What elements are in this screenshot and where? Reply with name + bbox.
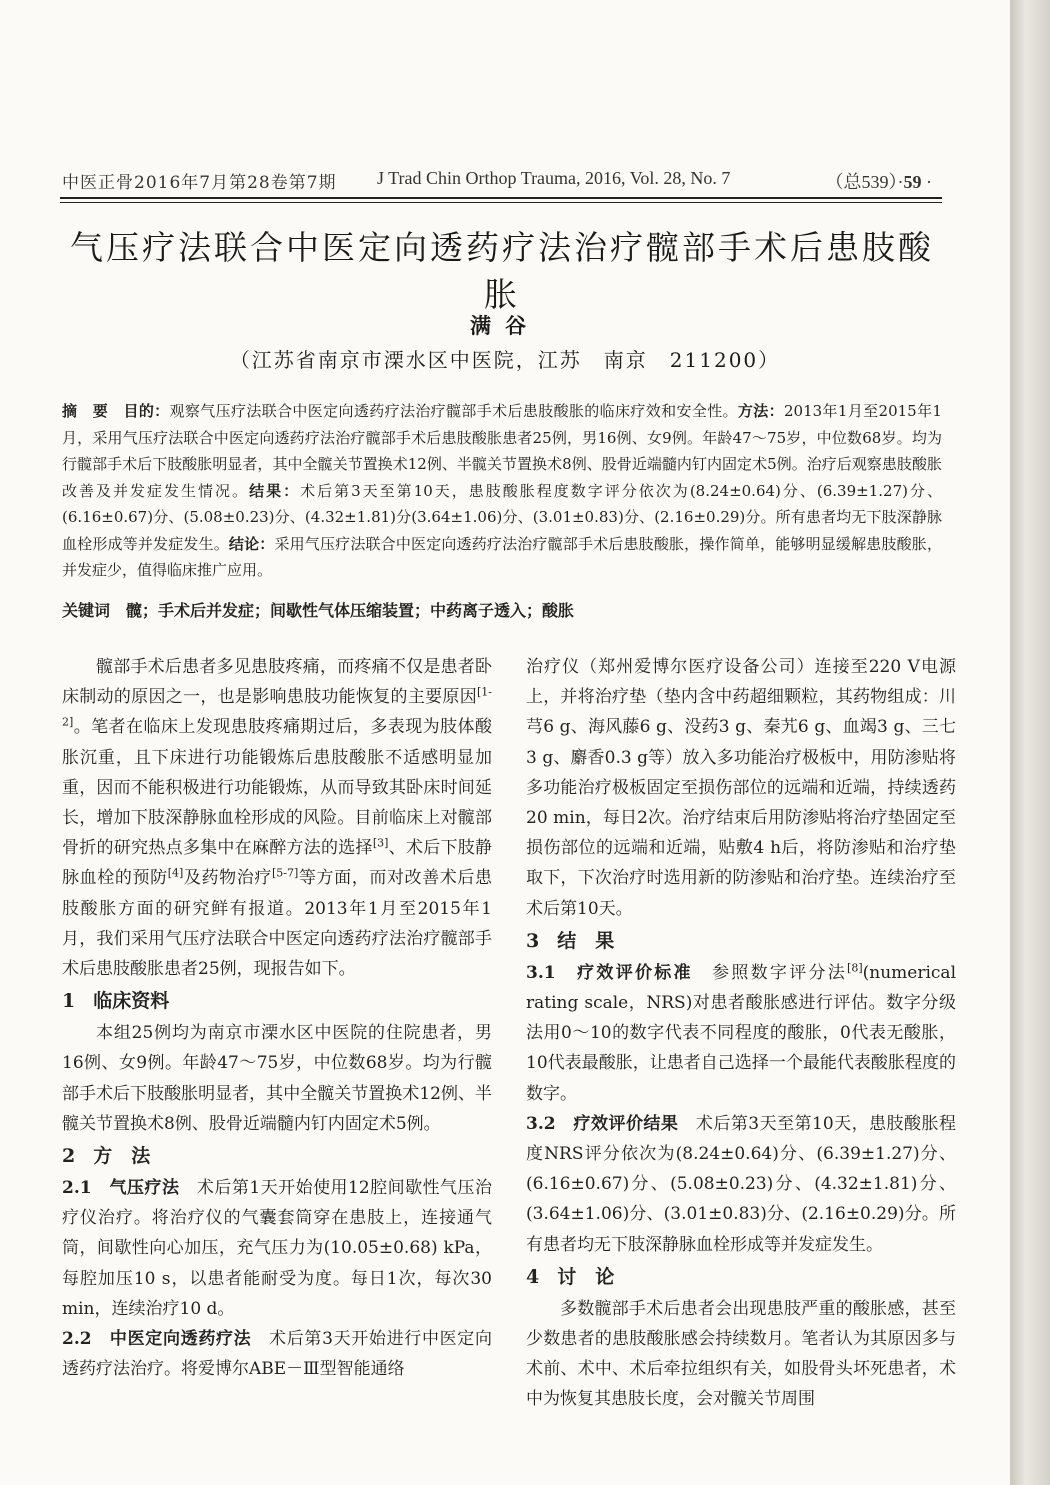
affiliation: （江苏省南京市溧水区中医院，江苏 南京 211200） — [229, 348, 781, 372]
article-title: 气压疗法联合中医定向透药疗法治疗髋部手术后患肢酸胀 — [70, 228, 934, 314]
author: 满谷 — [470, 313, 540, 338]
subsection-text: 术后第1天开始使用12腔间歇性气压治疗仪治疗。将治疗仪的气囊套筒穿在患肢上，连接通气筒，间歇性向心加压，充气压力为(10.05±0.68) kPa，每腔加压10 s，以患者能耐受为度。每日1次，每次30 min，连续治疗10 d。 — [62, 1178, 492, 1319]
header-rule — [60, 197, 942, 199]
section-title: 方 法 — [93, 1145, 151, 1168]
objective-label: 目的： — [123, 402, 170, 420]
subsection-text-2: (numerical rating scale，NRS)对患者酸胀感进行评估。数字分级法用0～10的数字代表不同程度的酸胀，0代表无酸胀，10代表最酸胀，让患者自己选择一个最能代表酸胀程度的数字。 — [526, 962, 957, 1104]
citation-4: [4] — [167, 866, 184, 880]
section-heading-3 — [526, 924, 956, 958]
running-header — [62, 168, 942, 198]
page-number — [826, 168, 933, 194]
subsection-text: 术后第3天开始进行中医定向透药疗法治疗。将爱博尔ABE－Ⅲ型智能通络 — [62, 1329, 492, 1380]
subsection-label: 3.2 疗效评价结果 — [526, 1113, 679, 1134]
keywords-text: 髋；手术后并发症；间歇性气体压缩装置；中药离子透入；酸胀 — [126, 601, 575, 620]
section-4-text: 多数髋部手术后患者会出现患肢严重的酸胀感，甚至少数患者的患肢酸胀感会持续数月。笔者认为其原因多与术前、术中、术后牵拉组织有关，如股骨头坏死患者，术中为恢复其患肢长度，会对髋关节周围 — [526, 1298, 956, 1410]
section-2-2 — [62, 1324, 492, 1384]
intro-text-2: 。笔者在临床上发现患肢疼痛期过后，多表现为肢体酸胀沉重，且下床进行功能锻炼后患肢酸胀不适感明显加重，因而不能积极进行功能锻炼，从而导致其卧床时间延长，增加下肢深静脉血栓形成的风险。目前临床上对髋部骨折的研究热点多集中在麻醉方法的选择 — [62, 717, 492, 859]
section-2-1 — [62, 1173, 492, 1324]
intro-text-3: 、术后下肢静脉血栓的预防 — [62, 838, 493, 889]
journal-name-en: J Trad Chin Orthop Trauma, 2016, Vol. 28, No. 7 — [377, 168, 731, 188]
citation-8: [8] — [847, 961, 863, 975]
section-number: 3 — [526, 929, 540, 952]
section-heading-4 — [526, 1260, 956, 1294]
section-2-2-continued: 治疗仪（郑州爱博尔医疗设备公司）连接至220 V电源上，并将治疗垫（垫内含中药超细颗粒，其药物组成：川芎6 g、海风藤6 g、没药3 g、秦艽6 g、血竭3 g、三七3 g、麝香0.3 g等）放入多功能治疗极板中，用防渗贴将多功能治疗极板固定至损伤部位的远端和近端，持续透药20 min，每日2次。治疗结束后用防渗贴将治疗垫固定至损伤部位的远端和近端，贴敷4 h后，将防渗贴和治疗垫取下，下次治疗时选用新的防渗贴和治疗垫。连续治疗至术后第10天。 — [526, 657, 956, 919]
intro-paragraph — [62, 652, 492, 984]
abstract — [62, 398, 942, 584]
section-title: 临床资料 — [93, 990, 170, 1013]
section-1-text: 本组25例均为南京市溧水区中医院的住院患者，男16例、女9例。年龄47～75岁，中位数68岁。均为行髋部手术后下肢酸胀明显者，其中全髋关节置换术12例、半髋关节置换术8例、股骨近端髓内钉内固定术5例。 — [62, 1023, 492, 1134]
section-title: 结 果 — [557, 929, 615, 952]
section-number: 4 — [526, 1265, 540, 1288]
section-3-2 — [526, 1109, 956, 1260]
intro-text-5: 等方面，而对改善术后患肢酸胀方面的研究鲜有报道。2013年1月至2015年1月，我们采用气压疗法联合中医定向透药疗法治疗髋部手术后患肢酸胀患者25例，现报告如下。 — [62, 868, 493, 980]
left-column — [62, 652, 492, 1384]
conclusion-text: 采用气压疗法联合中医定向透药疗法治疗髋部手术后患肢酸胀，操作简单，能够明显缓解患肢酸胀，并发症少，值得临床推广应用。 — [62, 534, 942, 579]
page-number-value: 59 — [903, 172, 922, 192]
abstract-label: 摘 要 — [62, 402, 124, 420]
keywords-label: 关键词 — [62, 601, 127, 620]
intro-text-4: 及药物治疗 — [183, 868, 272, 889]
result-text: 术后第3天至第10天，患肢酸胀程度数字评分依次为(8.24±0.64)分、(6.39±1.27)分、(6.16±0.67)分、(5.08±0.23)分、(4.32±1.81)分(3.64±1.06)分、(3.01±0.83)分、(2.16±0.29)分。所有患者均无下肢深静脉血栓形成等并发症发生。 — [62, 481, 942, 553]
header-rule-thin — [60, 202, 942, 203]
result-label: 结果： — [249, 481, 301, 500]
page-suffix: · — [921, 172, 932, 192]
section-heading-2 — [62, 1139, 492, 1173]
citation-1: [1-2] — [62, 685, 492, 729]
subsection-label: 2.1 气压疗法 — [62, 1178, 180, 1199]
section-number: 1 — [62, 990, 76, 1013]
method-label: 方法： — [737, 402, 785, 420]
citation-5-7: [5-7] — [271, 866, 299, 880]
objective-text: 观察气压疗法联合中医定向透药疗法治疗髋部手术后患肢酸胀的临床疗效和安全性。 — [169, 402, 738, 420]
total-page: （总539）· — [825, 172, 904, 192]
subsection-label: 3.1 疗效评价标准 — [526, 962, 693, 983]
intro-text-1: 髋部手术后患者多见患肢疼痛，而疼痛不仅是患者卧床制动的原因之一，也是影响患肢功能恢复的主要原因 — [62, 657, 492, 708]
subsection-label: 2.2 中医定向透药疗法 — [62, 1329, 252, 1350]
section-number: 2 — [62, 1145, 76, 1168]
section-heading-1 — [62, 984, 492, 1018]
method-text: 2013年1月至2015年1月，采用气压疗法联合中医定向透药疗法治疗髋部手术后患肢酸胀患者25例，男16例、女9例。年龄47～75岁，中位数68岁。均为行髋部手术后下肢酸胀明显者，其中全髋关节置换术12例、半髋关节置换术8例、股骨近端髓内钉内固定术5例。治疗后观察患肢酸胀改善及并发症发生情况。 — [62, 402, 942, 500]
section-3-1 — [526, 958, 956, 1109]
subsection-text: 术后第3天至第10天，患肢酸胀程度NRS评分依次为(8.24±0.64)分、(6.39±1.27)分、(6.16±0.67)分、(5.08±0.23)分、(4.32±1.81)分、(3.64±1.06)分、(3.01±0.83)分、(2.16±0.29)分。所有患者均无下肢深静脉血栓形成等并发症发生。 — [526, 1113, 956, 1255]
book-page-edge — [1010, 0, 1050, 1485]
subsection-text: 参照数字评分法 — [692, 962, 848, 983]
conclusion-label: 结论： — [228, 534, 275, 553]
journal-name-cn: 中医正骨2016年7月第28卷第7期 — [62, 173, 337, 193]
right-column — [526, 652, 956, 1415]
citation-3: [3] — [372, 836, 389, 850]
keywords — [62, 598, 942, 621]
section-title: 讨 论 — [557, 1265, 615, 1288]
